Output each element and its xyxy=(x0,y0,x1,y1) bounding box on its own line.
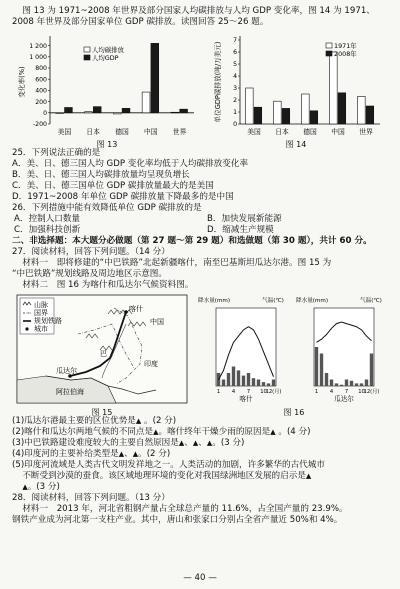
figure-row-2 xyxy=(12,294,390,416)
month-label: 10 xyxy=(358,389,365,395)
q25-stem: 25．下列说法正确的是 xyxy=(12,148,101,158)
rain-bar xyxy=(350,381,353,386)
y-tick-label: 3 xyxy=(233,85,237,93)
label-china: 中国 xyxy=(150,318,164,326)
rain-bar xyxy=(335,383,338,386)
bar xyxy=(274,101,282,124)
category-label: 日本 xyxy=(275,128,289,136)
rain-axis-title: 降水量(mm) xyxy=(198,298,231,304)
y-tick-label: 1 xyxy=(233,109,237,117)
y-tick-label: 6 xyxy=(233,49,237,57)
rain-bar xyxy=(345,380,348,387)
category-label: 日本 xyxy=(86,128,100,136)
legend-swatch xyxy=(84,55,90,60)
bar xyxy=(302,94,310,124)
legend-city: 城市 xyxy=(34,325,48,333)
q26-option-d: D．缩减生产规模 xyxy=(207,225,274,235)
rain-bar xyxy=(232,367,235,387)
q27-sub-5a: (5)印度河流域是人类古代文明发祥地之一。人类活动的加剧，许多繁华的古代城市 xyxy=(12,460,325,470)
y-tick-label: 200 xyxy=(35,98,47,106)
city-legend-icon xyxy=(25,327,28,330)
y-axis-label: 单位GDP碳排放(吨/万美元) xyxy=(214,41,222,123)
q28-heading: 28．阅读材料，回答下列问题。（13 分） xyxy=(12,493,170,503)
q28-material-1: 材料一 2013 年，河北省粗钢产量占全球总产量的 11.6%，占全国产量的 23.9%。 xyxy=(22,504,348,514)
category-label: 世界 xyxy=(172,128,187,136)
intro-line-1: 图 13 为 1971~2008 年世界及部分国家人均碳排放与人均 GDP 变化率，图 14 为 1971、 xyxy=(22,6,375,16)
y-tick-label: 4 xyxy=(233,73,237,81)
station-name: 瓜达尔 xyxy=(334,395,354,403)
figure-16 xyxy=(196,294,392,416)
q28-material-1-cont: 钢铁产业成为河北第一支柱产业。其中，唐山和张家口分别占全省产量近 50%和 4%。 xyxy=(12,515,343,525)
plot-frame xyxy=(216,308,276,386)
rain-bar xyxy=(257,380,260,387)
figure-15-caption: 图 15 xyxy=(91,408,113,417)
figure-15 xyxy=(16,294,188,416)
bar xyxy=(338,93,346,124)
part-2-heading: 二、非选择题：本大题分必做题（第 27 题～第 29 题）和选做题（第 30 题），共计 60 分。 xyxy=(12,236,372,246)
y-tick-label: 800 xyxy=(35,65,47,73)
page-number: — 40 — xyxy=(183,573,217,583)
q26-stem: 26．下列措施中能有效降低单位 GDP 碳排放的是 xyxy=(12,203,202,213)
bar xyxy=(65,107,73,112)
q27-sub-3: (3)中巴铁路建设难度较大的主要自然原因是▲、▲、▲。(3 分) xyxy=(12,438,245,448)
legend-label: 1971年 xyxy=(334,42,357,50)
bar xyxy=(330,52,338,124)
month-label: 4 xyxy=(231,389,236,395)
bar xyxy=(254,107,262,124)
y-tick-label: 1 200 xyxy=(29,42,47,50)
rain-bar xyxy=(370,354,373,387)
y-tick-label: 2 xyxy=(233,97,237,105)
month-label: 7 xyxy=(246,389,251,395)
category-label: 美国 xyxy=(57,128,72,136)
bar xyxy=(56,113,64,114)
q27-sub-5c: ▲。(3 分) xyxy=(22,482,60,492)
rain-bar xyxy=(227,373,230,386)
temp-axis-title: 气温(℃) xyxy=(360,298,382,304)
rain-bar xyxy=(247,373,250,386)
month-label: 12(月) xyxy=(363,389,380,395)
y-axis-label: 变化率(%) xyxy=(18,66,26,98)
figure-14 xyxy=(208,32,384,148)
bar xyxy=(151,43,159,112)
q26-option-a: A．控制人口数量 xyxy=(14,214,81,224)
q25-option-d: D．1971~2008 年单位 GDP 碳排放量下降最多的是中国 xyxy=(12,192,234,202)
temp-axis-title: 气温(℃) xyxy=(262,298,284,304)
label-gwadar: 瓜达尔 xyxy=(56,367,77,375)
category-label: 德国 xyxy=(115,128,129,136)
q27-sub-5b: 不断受到沙漠的蚕食。该区域地理环境的变化对我国绿洲地区发展的启示是▲ xyxy=(22,471,312,481)
legend-border: 国界 xyxy=(34,309,48,317)
legend-swatch xyxy=(326,51,332,56)
q27-material-1: 材料一 即将修建的“中巴铁路”北起新疆喀什，南至巴基斯坦瓜达尔港。图 15 为 xyxy=(22,258,332,268)
q25-option-c: C．美、日、德三国单位 GDP 碳排放量最大的是美国 xyxy=(12,181,214,191)
rain-axis-title: 降水量(mm) xyxy=(296,298,329,304)
rain-bar xyxy=(222,380,225,387)
rain-bar xyxy=(340,385,343,386)
figure-13-caption: 图 13 xyxy=(96,140,118,149)
rain-bar xyxy=(365,380,368,387)
bar xyxy=(310,111,318,124)
bar xyxy=(282,108,290,124)
bar xyxy=(93,107,101,113)
label-pakistan: 巴 xyxy=(100,350,107,358)
figure-14-chart xyxy=(208,32,384,136)
label-kashgar: 喀什 xyxy=(129,305,143,313)
bar xyxy=(113,113,121,114)
q27-heading: 27．阅读材料，回答下列问题。（14 分） xyxy=(12,247,170,257)
month-label: 4 xyxy=(329,389,334,395)
category-label: 世界 xyxy=(359,128,373,136)
legend-swatch xyxy=(326,43,332,48)
rain-bar xyxy=(315,347,318,386)
category-label: 美国 xyxy=(247,128,261,136)
category-label: 中国 xyxy=(331,128,345,136)
month-label: 12(月) xyxy=(265,389,282,395)
bar xyxy=(246,88,254,124)
legend-label: 人均GDP xyxy=(92,54,119,62)
y-tick-label: 0 xyxy=(43,110,47,117)
bar xyxy=(358,96,366,124)
month-label: 7 xyxy=(344,389,349,395)
figure-16-chart xyxy=(196,294,392,404)
bar xyxy=(122,108,130,112)
rain-bar xyxy=(325,373,328,386)
figure-16-caption: 图 16 xyxy=(283,408,305,417)
rain-bar xyxy=(242,376,245,386)
category-label: 中国 xyxy=(144,128,158,136)
bar xyxy=(85,112,93,113)
legend-mountain: 山脉 xyxy=(34,301,48,309)
figure-14-caption: 图 14 xyxy=(285,140,307,149)
rain-bar xyxy=(330,380,333,387)
q27-sub-4: (4)印度河的主要补给类型是▲、▲。(2 分) xyxy=(12,449,171,459)
bar xyxy=(366,106,374,124)
y-tick-label: 7 xyxy=(233,37,237,45)
figure-13-chart xyxy=(12,32,202,136)
y-tick-label: 600 xyxy=(35,76,47,84)
legend-swatch xyxy=(84,47,90,52)
q26-option-c: C．加强科技创新 xyxy=(14,225,81,235)
intro-line-2: 2008 年世界及部分国家单位 GDP 碳排放。读图回答 25～26 题。 xyxy=(12,17,269,27)
q25-option-b: B．美、日、德三国人均碳排放量均呈现负增长 xyxy=(12,170,190,180)
month-label: 1 xyxy=(216,389,221,395)
label-india: 印度 xyxy=(144,360,158,368)
rain-bar xyxy=(262,382,265,386)
y-tick-label: 1 000 xyxy=(29,54,47,61)
rain-bar xyxy=(272,380,275,387)
figure-row xyxy=(12,32,390,148)
legend-railway: 规划铁路 xyxy=(34,317,62,325)
legend-label: 人均碳排放 xyxy=(92,46,124,54)
rain-bar xyxy=(252,378,255,386)
figure-15-map xyxy=(16,294,188,404)
q25-option-a: A．美、日、德三国人均 GDP 变化率均低于人均碳排放变化率 xyxy=(12,159,249,169)
q27-sub-2: (2)喀什和瓜达尔两地气候的不同点是▲。喀什终年干燥少雨的原因是▲ 。(4 分) xyxy=(12,427,311,437)
bar xyxy=(142,92,150,113)
q27-material-1-cont: “中巴铁路”规划线路及周边地区示意图。 xyxy=(12,269,167,279)
q26-option-b: B．加快发展新能源 xyxy=(207,214,282,224)
rain-bar xyxy=(355,383,358,386)
bar xyxy=(171,112,179,113)
y-tick-label: 400 xyxy=(35,87,47,95)
q27-material-2: 材料二 图 16 为喀什和瓜达尔气候资料图。 xyxy=(22,280,194,290)
label-arabian-sea: 阿拉伯海 xyxy=(56,388,84,396)
rain-bar xyxy=(267,383,270,386)
bar xyxy=(180,109,188,113)
q26-options xyxy=(12,214,390,236)
legend-label: 2008年 xyxy=(334,50,357,58)
rain-bar xyxy=(237,370,240,386)
month-label: 1 xyxy=(314,389,319,395)
y-tick-label: -200 xyxy=(32,121,47,129)
rain-bar xyxy=(320,354,323,387)
category-label: 德国 xyxy=(303,128,317,136)
figure-13 xyxy=(12,32,202,148)
month-label: 10 xyxy=(260,389,267,395)
q27-sub-1: (1)瓜达尔港最主要的区位优势是▲ 。(2 分) xyxy=(12,416,177,426)
station-name: 喀什 xyxy=(239,395,253,403)
y-tick-label: 0 xyxy=(233,121,237,129)
y-tick-label: 5 xyxy=(233,61,237,69)
city-kashgar-marker xyxy=(124,310,128,314)
rain-bar xyxy=(360,383,363,386)
